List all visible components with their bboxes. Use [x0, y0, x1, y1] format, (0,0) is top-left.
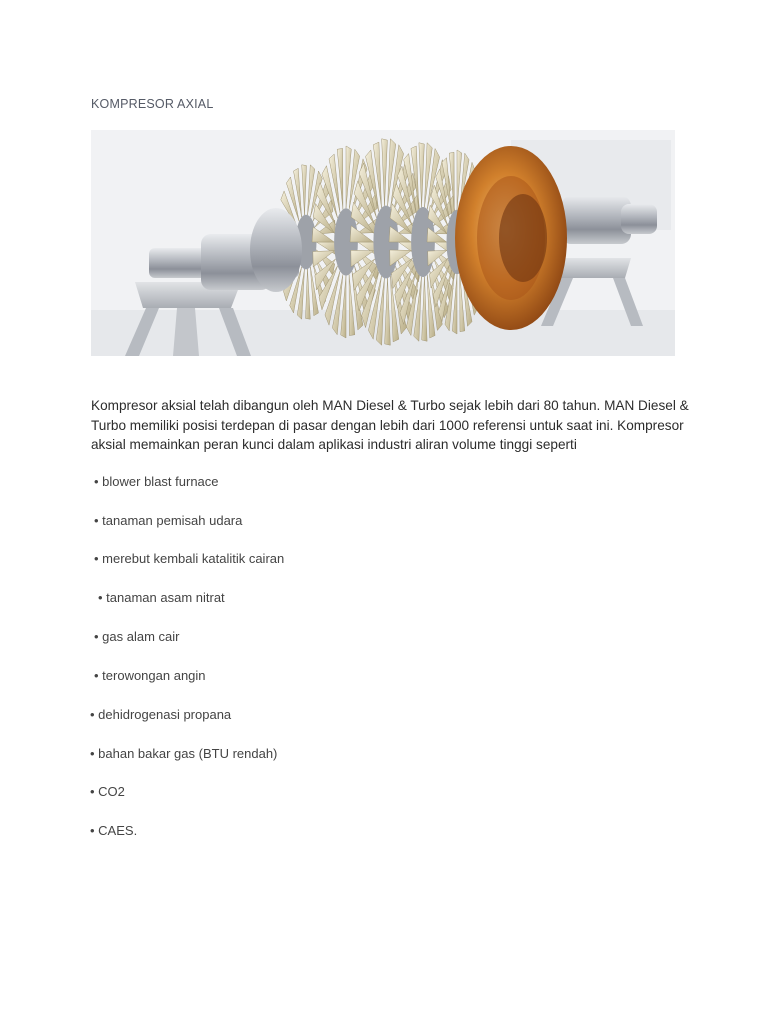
list-item: • dehidrogenasi propana [90, 707, 232, 722]
compressor-rotor-image [91, 130, 675, 356]
copper-disc [455, 146, 567, 330]
list-item: • blower blast furnace [94, 474, 219, 489]
intro-paragraph: Kompresor aksial telah dibangun oleh MAN Diesel & Turbo sejak lebih dari 80 tahun. MAN Diesel & Turbo memiliki posisi terdepan di pasar dengan lebih dari 1000 referensi untuk saat ini. Kompresor aksial memainkan peran kunci dalam aplikasi industri aliran volume tinggi seperti [91, 398, 689, 452]
list-item: • bahan bakar gas (BTU rendah) [90, 746, 278, 761]
list-item: • merebut kembali katalitik cairan [94, 551, 285, 566]
page-title: KOMPRESOR AXIAL [91, 97, 214, 111]
list-item: • CO2 [90, 784, 125, 799]
list-item: • tanaman asam nitrat [98, 590, 225, 605]
list-item: • gas alam cair [94, 629, 180, 644]
list-item: • terowongan angin [94, 668, 206, 683]
list-item: • tanaman pemisah udara [94, 513, 243, 528]
list-item: • CAES. [90, 823, 138, 838]
